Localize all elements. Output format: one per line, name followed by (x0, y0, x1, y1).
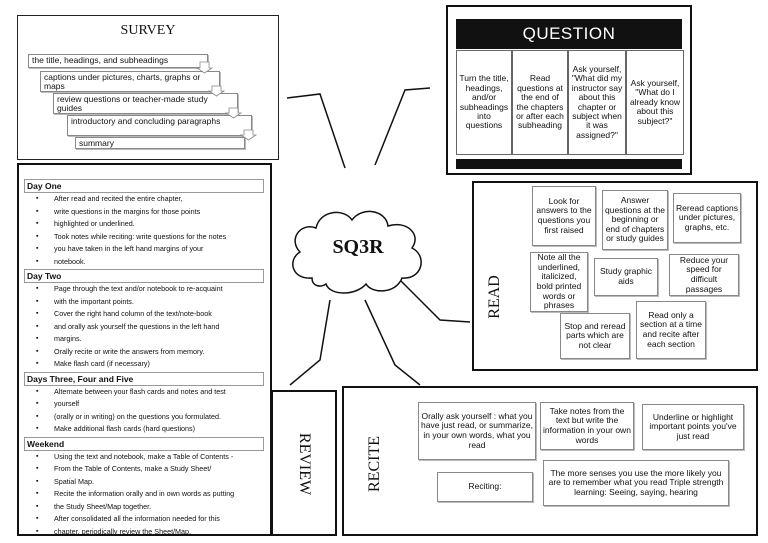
question-title: QUESTION (522, 24, 616, 43)
list-item: ▪ (orally or in writing) on the questions you formulated. (54, 411, 264, 424)
recite-connector (365, 300, 420, 385)
survey-step-5: summary (75, 137, 245, 149)
list-item: ▪ Page through the text and/or notebook to re-acquaint (54, 283, 264, 296)
recite-box-2: Take notes from the text but write the information in your own words (540, 402, 634, 450)
list-item: ▪ After read and recited the entire chapter, (54, 193, 264, 206)
list-item: ▪ Alternate between your flash cards and notes and test (54, 386, 264, 399)
question-column-4: Ask yourself, "What do I already know about this subject?" (626, 50, 684, 155)
review-title: REVIEW (296, 432, 313, 496)
survey-step-2: captions under pictures, charts, graphs or maps (40, 71, 220, 92)
review-connector (290, 300, 330, 385)
review-content (24, 178, 264, 538)
list-item: ▪ write questions in the margins for those points (54, 206, 264, 219)
review-heading-day-one: Day One (24, 179, 264, 193)
list-item: ▪ Using the text and notebook, make a Table of Contents - (54, 451, 264, 464)
list-item: ▪ Make flash card (if necessary) (54, 358, 264, 371)
list-item: ▪ chapter, periodically review the Sheet/Map. (54, 526, 264, 539)
list-item: ▪ and orally ask yourself the questions in the left hand (54, 321, 264, 334)
list-item: ▪ After consolidated all the information needed for this (54, 513, 264, 526)
review-list-day-two (24, 283, 264, 371)
recite-box-3: Underline or highlight important points you've just read (642, 404, 744, 450)
recite-box-1: Orally ask yourself : what you have just read, or summarize, in your own words, what you read (418, 402, 536, 460)
survey-step-arrows (0, 0, 300, 170)
survey-title: SURVEY (120, 23, 176, 38)
question-column-2: Read questions at the end of the chapters or after each subheading (512, 50, 568, 155)
list-item: ▪ with the important points. (54, 296, 264, 309)
list-item: ▪ notebook. (54, 256, 264, 269)
question-connector (375, 88, 430, 165)
question-bottom-bar (456, 159, 682, 169)
list-item: ▪ Cover the right hand column of the text/note-book (54, 308, 264, 321)
read-box-7: Stop and reread parts which are not clear (560, 313, 630, 359)
survey-step-3: review questions or teacher-made study guides (53, 93, 238, 114)
list-item: ▪ highlighted or underlined. (54, 218, 264, 231)
review-heading-weekend: Weekend (24, 437, 264, 451)
list-item: ▪ Recite the information orally and in own words as putting (54, 488, 264, 501)
list-item: ▪ yourself (54, 398, 264, 411)
review-list-weekend (24, 451, 264, 539)
center-label: SQ3R (332, 236, 384, 258)
list-item: ▪ Spatial Map. (54, 476, 264, 489)
list-item: ▪ margins. (54, 333, 264, 346)
read-box-3: Reread captions under pictures, graphs, etc. (673, 193, 741, 243)
survey-step-1: the title, headings, and subheadings (28, 54, 208, 68)
read-box-1: Look for answers to the questions you first raised (532, 186, 596, 246)
read-title: READ (486, 275, 503, 319)
list-item: ▪ Orally recite or write the answers from memory. (54, 346, 264, 359)
read-box-2: Answer questions at the beginning or end of chapters or study guides (602, 190, 668, 250)
review-heading-day-two: Day Two (24, 269, 264, 283)
recite-box-4: Reciting: (437, 472, 533, 502)
list-item: ▪ From the Table of Contents, make a Study Sheet/ (54, 463, 264, 476)
read-box-5: Study graphic aids (594, 258, 658, 296)
read-box-4: Note all the underlined, italicized, bold printed words or phrases (530, 252, 588, 312)
list-item: ▪ the Study Sheet/Map together. (54, 501, 264, 514)
review-list-days-three-four-five (24, 386, 264, 436)
read-box-6: Reduce your speed for difficult passages (669, 254, 739, 296)
review-heading-days-three-four-five: Days Three, Four and Five (24, 372, 264, 386)
question-column-1: Turn the title, headings, and/or subheadings into questions (456, 50, 512, 155)
read-box-8: Read only a section at a time and recite after each section (636, 301, 706, 359)
recite-box-5: The more senses you use the more likely you are to remember what you read Triple strength learning: Seeing, saying, hearing (543, 460, 729, 506)
question-column-3: Ask yourself, "What did my instructor say about this chapter or subject when it was assigned?" (568, 50, 626, 155)
recite-title: RECITE (366, 436, 383, 492)
list-item: ▪ Make additional flash cards (hard questions) (54, 423, 264, 436)
list-item: ▪ Took notes while reciting: write questions for the notes (54, 231, 264, 244)
review-list-day-one (24, 193, 264, 268)
list-item: ▪ you have taken in the left hand margins of your (54, 243, 264, 256)
survey-step-4: introductory and concluding paragraphs (67, 115, 252, 136)
